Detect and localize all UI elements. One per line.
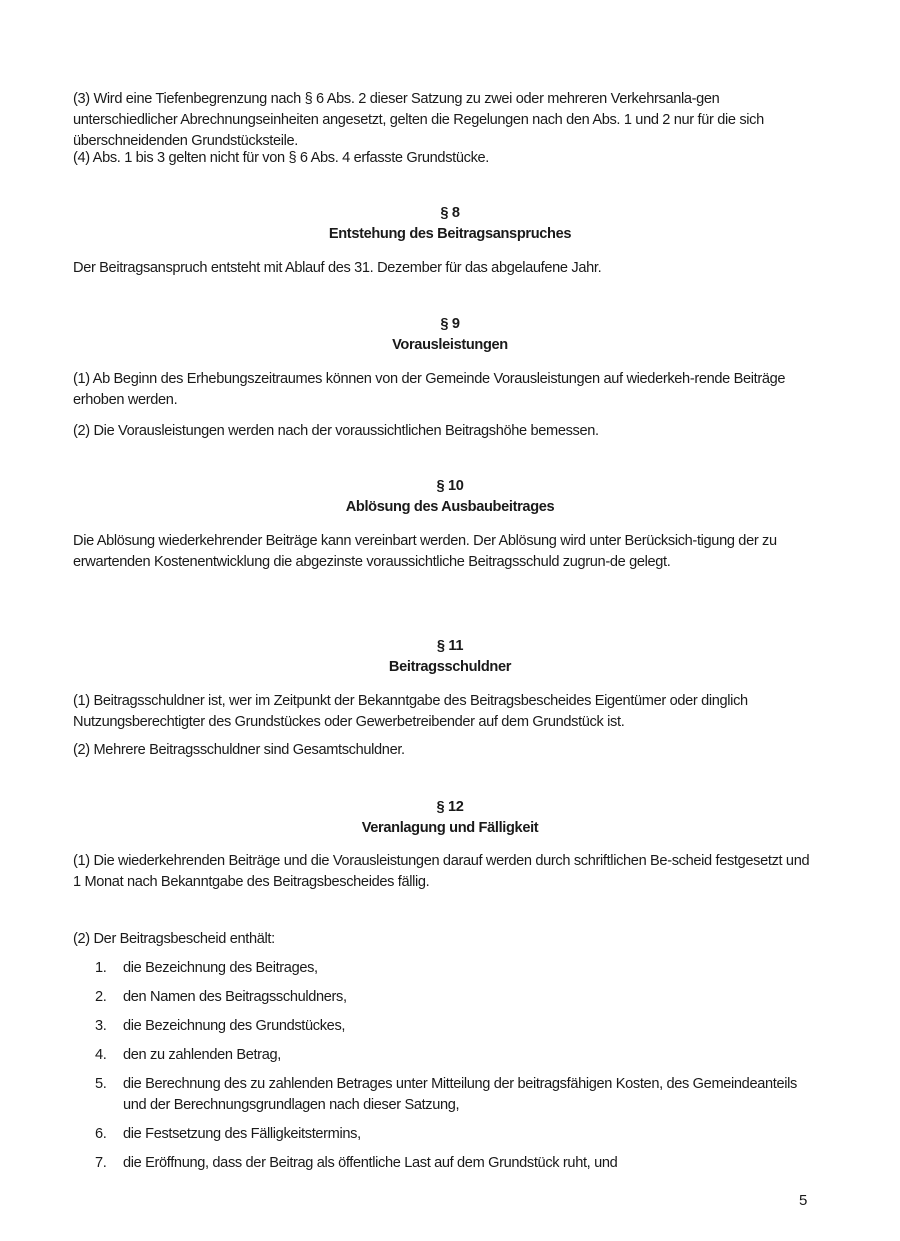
list-item-text: die Eröffnung, dass der Beitrag als öffentliche Last auf dem Grundstück ruht, und <box>123 1155 618 1171</box>
section-8-paragraph: Der Beitragsanspruch entsteht mit Ablauf des 31. Dezember für das abgelaufene Jahr. <box>73 260 602 276</box>
list-item-text: den zu zahlenden Betrag, <box>123 1047 281 1063</box>
list-item-number: 1. <box>95 960 107 976</box>
section-11-paragraph-2: (2) Mehrere Beitragsschuldner sind Gesamtschuldner. <box>73 742 405 758</box>
list-item <box>95 1153 815 1174</box>
list-item-text: den Namen des Beitragsschuldners, <box>123 989 347 1005</box>
section-9-paragraph-1: (1) Ab Beginn des Erhebungszeitraumes können von der Gemeinde Vorausleistungen auf wiederkeh-rende Beiträge erhoben werden. <box>73 371 786 408</box>
section-12-heading <box>0 797 900 839</box>
section-10-heading <box>0 476 900 518</box>
section-8-heading <box>0 203 900 245</box>
list-item-text: die Festsetzung des Fälligkeitstermins, <box>123 1126 361 1142</box>
section-12-paragraph-2: (2) Der Beitragsbescheid enthält: <box>73 931 275 947</box>
list-item-text: die Bezeichnung des Grundstückes, <box>123 1018 346 1034</box>
list-item <box>95 1016 815 1037</box>
list-item <box>95 1124 815 1145</box>
section-9-heading <box>0 314 900 356</box>
list-item-number: 6. <box>95 1126 107 1142</box>
section-10-number: § 10 <box>436 478 464 494</box>
section-8-number: § 8 <box>440 205 460 221</box>
section-10-paragraph: Die Ablösung wiederkehrender Beiträge kann vereinbart werden. Der Ablösung wird unter Berücksich-tigung der zu erwartenden Kostenentwicklung die abgezinste voraussichtliche Beitragsschuld zugrun-de gelegt. <box>73 533 777 570</box>
list-item-text: die Bezeichnung des Beitrages, <box>123 960 318 976</box>
section-9-paragraph-2: (2) Die Vorausleistungen werden nach der voraussichtlichen Beitragshöhe bemessen. <box>73 423 599 439</box>
paragraph-intro-3: (3) Wird eine Tiefenbegrenzung nach § 6 Abs. 2 dieser Satzung zu zwei oder mehreren Verkehrsanla-gen unterschiedlicher Abrechnungseinheiten angesetzt, gelten die Regelungen nach den Abs. 1 und 2 nur für die sich überschneidenden Grundstücksteile. <box>73 91 764 149</box>
section-10-title: Ablösung des Ausbaubeitrages <box>345 499 555 515</box>
list-item-text: die Berechnung des zu zahlenden Betrages unter Mitteilung der beitragsfähigen Kosten, des Gemeindeanteils und der Berechnungsgrundlagen nach dieser Satzung, <box>123 1076 797 1113</box>
section-11-title: Beitragsschuldner <box>388 659 512 675</box>
list-item <box>95 1045 815 1066</box>
section-11-number: § 11 <box>436 638 464 654</box>
section-12-number: § 12 <box>436 799 464 815</box>
list-item-number: 2. <box>95 989 107 1005</box>
list-item <box>95 987 815 1008</box>
list-item-number: 4. <box>95 1047 107 1063</box>
section-9-title: Vorausleistungen <box>392 337 508 353</box>
list-item <box>95 1074 815 1116</box>
page-number: 5 <box>799 1192 807 1209</box>
list-item-number: 3. <box>95 1018 107 1034</box>
section-8-title: Entstehung des Beitragsanspruches <box>328 226 572 242</box>
paragraph-intro-4: (4) Abs. 1 bis 3 gelten nicht für von § 6 Abs. 4 erfasste Grundstücke. <box>73 150 489 166</box>
section-11-heading <box>0 636 900 678</box>
section-11-paragraph-1: (1) Beitragsschuldner ist, wer im Zeitpunkt der Bekanntgabe des Beitragsbescheides Eigentümer oder dinglich Nutzungsberechtigter des Grundstückes oder Gewerbetreibender auf dem Grundstück ist. <box>73 693 748 730</box>
list-item-number: 7. <box>95 1155 107 1171</box>
section-12-title: Veranlagung und Fälligkeit <box>361 820 539 836</box>
section-12-paragraph-1: (1) Die wiederkehrenden Beiträge und die Vorausleistungen darauf werden durch schriftlichen Be-scheid festgesetzt und 1 Monat nach Bekanntgabe des Beitragsbescheides fällig. <box>73 853 810 890</box>
list-item <box>95 958 815 979</box>
bescheid-contents-list <box>95 958 815 1174</box>
list-item-number: 5. <box>95 1076 107 1092</box>
section-9-number: § 9 <box>440 316 460 332</box>
